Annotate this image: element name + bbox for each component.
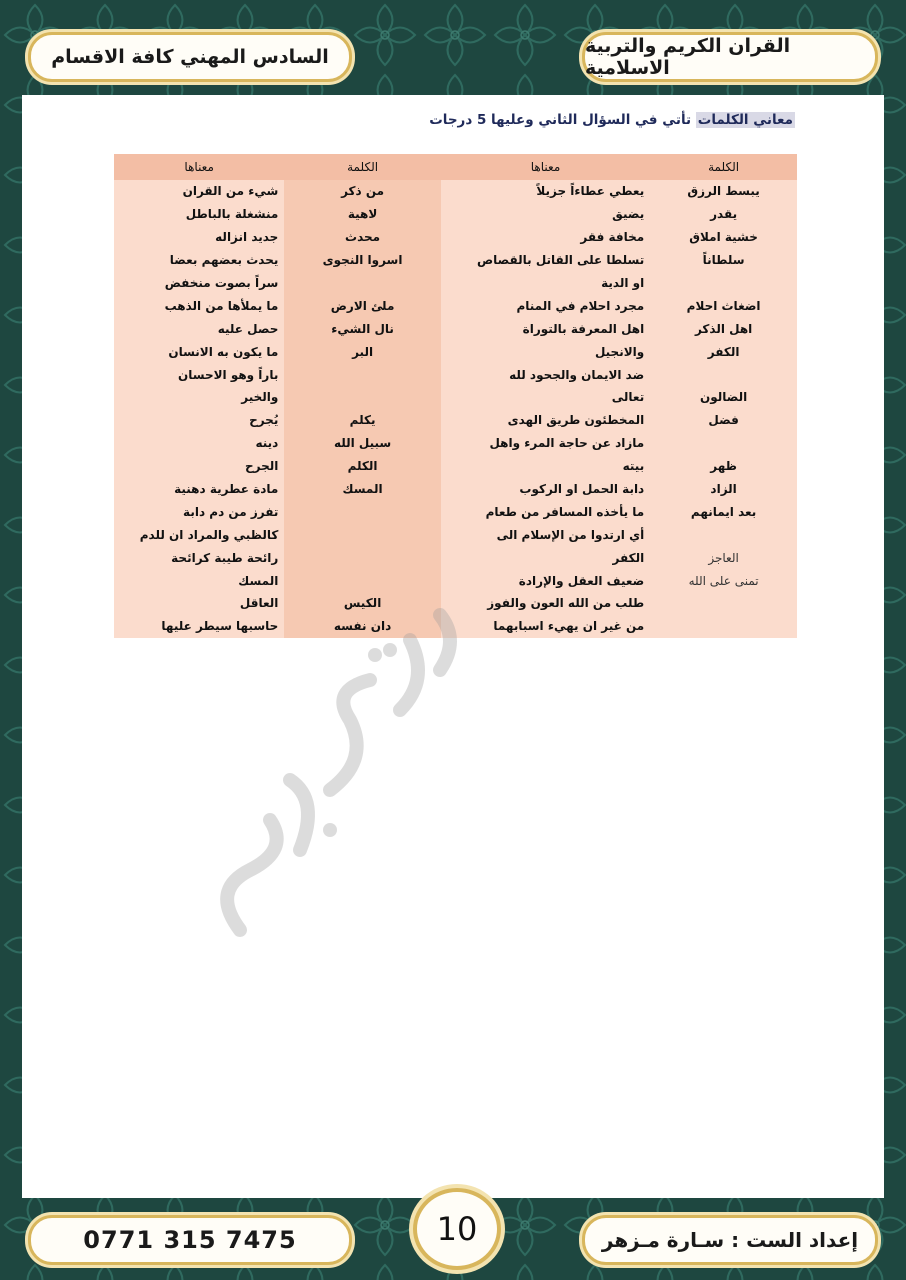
table-header-row	[114, 154, 797, 180]
meaning-cell: من غير ان يهيء اسبابهما	[441, 615, 650, 638]
word-cell: لاهية	[284, 203, 440, 226]
meaning-cell: ضعيف العقل والإرادة	[441, 569, 650, 592]
word-cell: بعد ايمانهم	[650, 500, 797, 523]
word-cell: الكلم	[284, 455, 440, 478]
grade-title: السادس المهني كافة الاقسام	[51, 46, 329, 68]
word-cell: العاجز	[650, 546, 797, 569]
meaning-cell: رائحة طيبة كرائحة	[114, 546, 284, 569]
word-cell: نال الشيء	[284, 317, 440, 340]
word-cell	[284, 546, 440, 569]
table-row	[114, 272, 797, 295]
meaning-cell: او الدية	[441, 272, 650, 295]
table-row	[114, 432, 797, 455]
meaning-cell: ما يكون به الانسان	[114, 340, 284, 363]
meaning-cell: دابة الحمل او الركوب	[441, 478, 650, 501]
word-cell: الكيس	[284, 592, 440, 615]
page-number-text: 10	[436, 1210, 478, 1248]
table-row	[114, 500, 797, 523]
word-cell: المسك	[284, 478, 440, 501]
meaning-cell: المسك	[114, 569, 284, 592]
header-word-2: الكلمة	[284, 154, 440, 180]
word-cell	[284, 500, 440, 523]
word-cell: ظهر	[650, 455, 797, 478]
word-cell: يقدر	[650, 203, 797, 226]
subject-title: القران الكريم والتربية الاسلامية	[585, 35, 791, 79]
word-cell	[650, 592, 797, 615]
meaning-cell: يضيق	[441, 203, 650, 226]
phone-number: 0771 315 7475	[83, 1226, 297, 1254]
meaning-cell: باراً وهو الاحسان	[114, 363, 284, 386]
word-cell: خشية املاق	[650, 226, 797, 249]
word-cell: اضغاث احلام	[650, 294, 797, 317]
table-row	[114, 249, 797, 272]
watermark-signature	[180, 600, 480, 980]
meaning-cell: ما يملأها من الذهب	[114, 294, 284, 317]
word-cell	[650, 272, 797, 295]
meaning-cell: العاقل	[114, 592, 284, 615]
meaning-cell: ضد الايمان والجحود لله	[441, 363, 650, 386]
table-row	[114, 523, 797, 546]
word-cell: اسروا النجوى	[284, 249, 440, 272]
word-cell: فضل	[650, 409, 797, 432]
meaning-cell: سراً بصوت منخفض	[114, 272, 284, 295]
word-cell: سبيل الله	[284, 432, 440, 455]
section-title-highlight: معاني الكلمات	[697, 112, 793, 128]
meaning-cell: حاسبها سيطر عليها	[114, 615, 284, 638]
meaning-cell: بيته	[441, 455, 650, 478]
table-row	[114, 203, 797, 226]
word-cell: تمنى على الله	[650, 569, 797, 592]
word-cell: البر	[284, 340, 440, 363]
meaning-cell: المخطئون طريق الهدى	[441, 409, 650, 432]
word-cell	[650, 363, 797, 386]
table-row	[114, 363, 797, 386]
word-cell: دان نفسه	[284, 615, 440, 638]
word-cell	[284, 569, 440, 592]
word-cell: يبسط الرزق	[650, 180, 797, 203]
meaning-cell: تسلطا على القاتل بالقصاص	[441, 249, 650, 272]
word-cell: من ذكر	[284, 180, 440, 203]
table-row	[114, 226, 797, 249]
meaning-cell: تفرز من دم دابة	[114, 500, 284, 523]
section-title-rest: تأتي في السؤال الثاني وعليها 5 درجات	[429, 112, 696, 128]
word-cell: ملئ الارض	[284, 294, 440, 317]
word-cell: سلطاناً	[650, 249, 797, 272]
table-row	[114, 546, 797, 569]
meaning-cell: اهل المعرفة بالتوراة	[441, 317, 650, 340]
meaning-cell: يعطي عطاءاً جزيلاً	[441, 180, 650, 203]
meaning-cell: مخافة فقر	[441, 226, 650, 249]
meaning-cell: دينه	[114, 432, 284, 455]
table-row	[114, 455, 797, 478]
meaning-cell: الكفر	[441, 546, 650, 569]
word-cell: محدث	[284, 226, 440, 249]
meaning-cell: يُجرح	[114, 409, 284, 432]
meaning-cell: أي ارتدوا من الإسلام الى	[441, 523, 650, 546]
word-cell: اهل الذكر	[650, 317, 797, 340]
word-cell: الزاد	[650, 478, 797, 501]
meaning-cell: يحدث بعضهم بعضا	[114, 249, 284, 272]
meaning-cell: والخير	[114, 386, 284, 409]
section-title	[429, 112, 795, 128]
table-row	[114, 478, 797, 501]
meaning-cell: حصل عليه	[114, 317, 284, 340]
word-cell	[284, 386, 440, 409]
header-meaning-1: معناها	[441, 154, 650, 180]
meaning-cell: مجرد احلام في المنام	[441, 294, 650, 317]
word-cell: الكفر	[650, 340, 797, 363]
word-cell	[650, 432, 797, 455]
word-cell	[284, 272, 440, 295]
word-cell	[284, 363, 440, 386]
grade-badge	[28, 32, 352, 82]
table-row	[114, 569, 797, 592]
meaning-cell: شيء من القران	[114, 180, 284, 203]
meaning-cell: منشغلة بالباطل	[114, 203, 284, 226]
word-cell: يكلم	[284, 409, 440, 432]
table-row	[114, 294, 797, 317]
meaning-cell: ما يأخذه المسافر من طعام	[441, 500, 650, 523]
table-row	[114, 340, 797, 363]
word-cell	[650, 523, 797, 546]
header-meaning-2: معناها	[114, 154, 284, 180]
meaning-cell: تعالى	[441, 386, 650, 409]
word-cell: الضالون	[650, 386, 797, 409]
table-row	[114, 386, 797, 409]
subject-badge	[582, 32, 878, 82]
meaning-cell: كالظبي والمراد ان للدم	[114, 523, 284, 546]
author-badge	[582, 1215, 878, 1265]
meaning-cell: جديد انزاله	[114, 226, 284, 249]
meaning-cell: مازاد عن حاجة المرء واهل	[441, 432, 650, 455]
vocabulary-table	[114, 154, 797, 638]
table-body	[114, 180, 797, 638]
word-cell	[284, 523, 440, 546]
word-cell	[650, 615, 797, 638]
meaning-cell: مادة عطرية دهنية	[114, 478, 284, 501]
meaning-cell: الجرح	[114, 455, 284, 478]
table-row	[114, 180, 797, 203]
meaning-cell: طلب من الله العون والفوز	[441, 592, 650, 615]
meaning-cell: والانجيل	[441, 340, 650, 363]
table-row	[114, 409, 797, 432]
page-number	[413, 1188, 501, 1270]
phone-badge	[28, 1215, 352, 1265]
header-word-1: الكلمة	[650, 154, 797, 180]
author-name: إعداد الست : سـارة مـزهر	[601, 1228, 859, 1252]
table-row	[114, 317, 797, 340]
